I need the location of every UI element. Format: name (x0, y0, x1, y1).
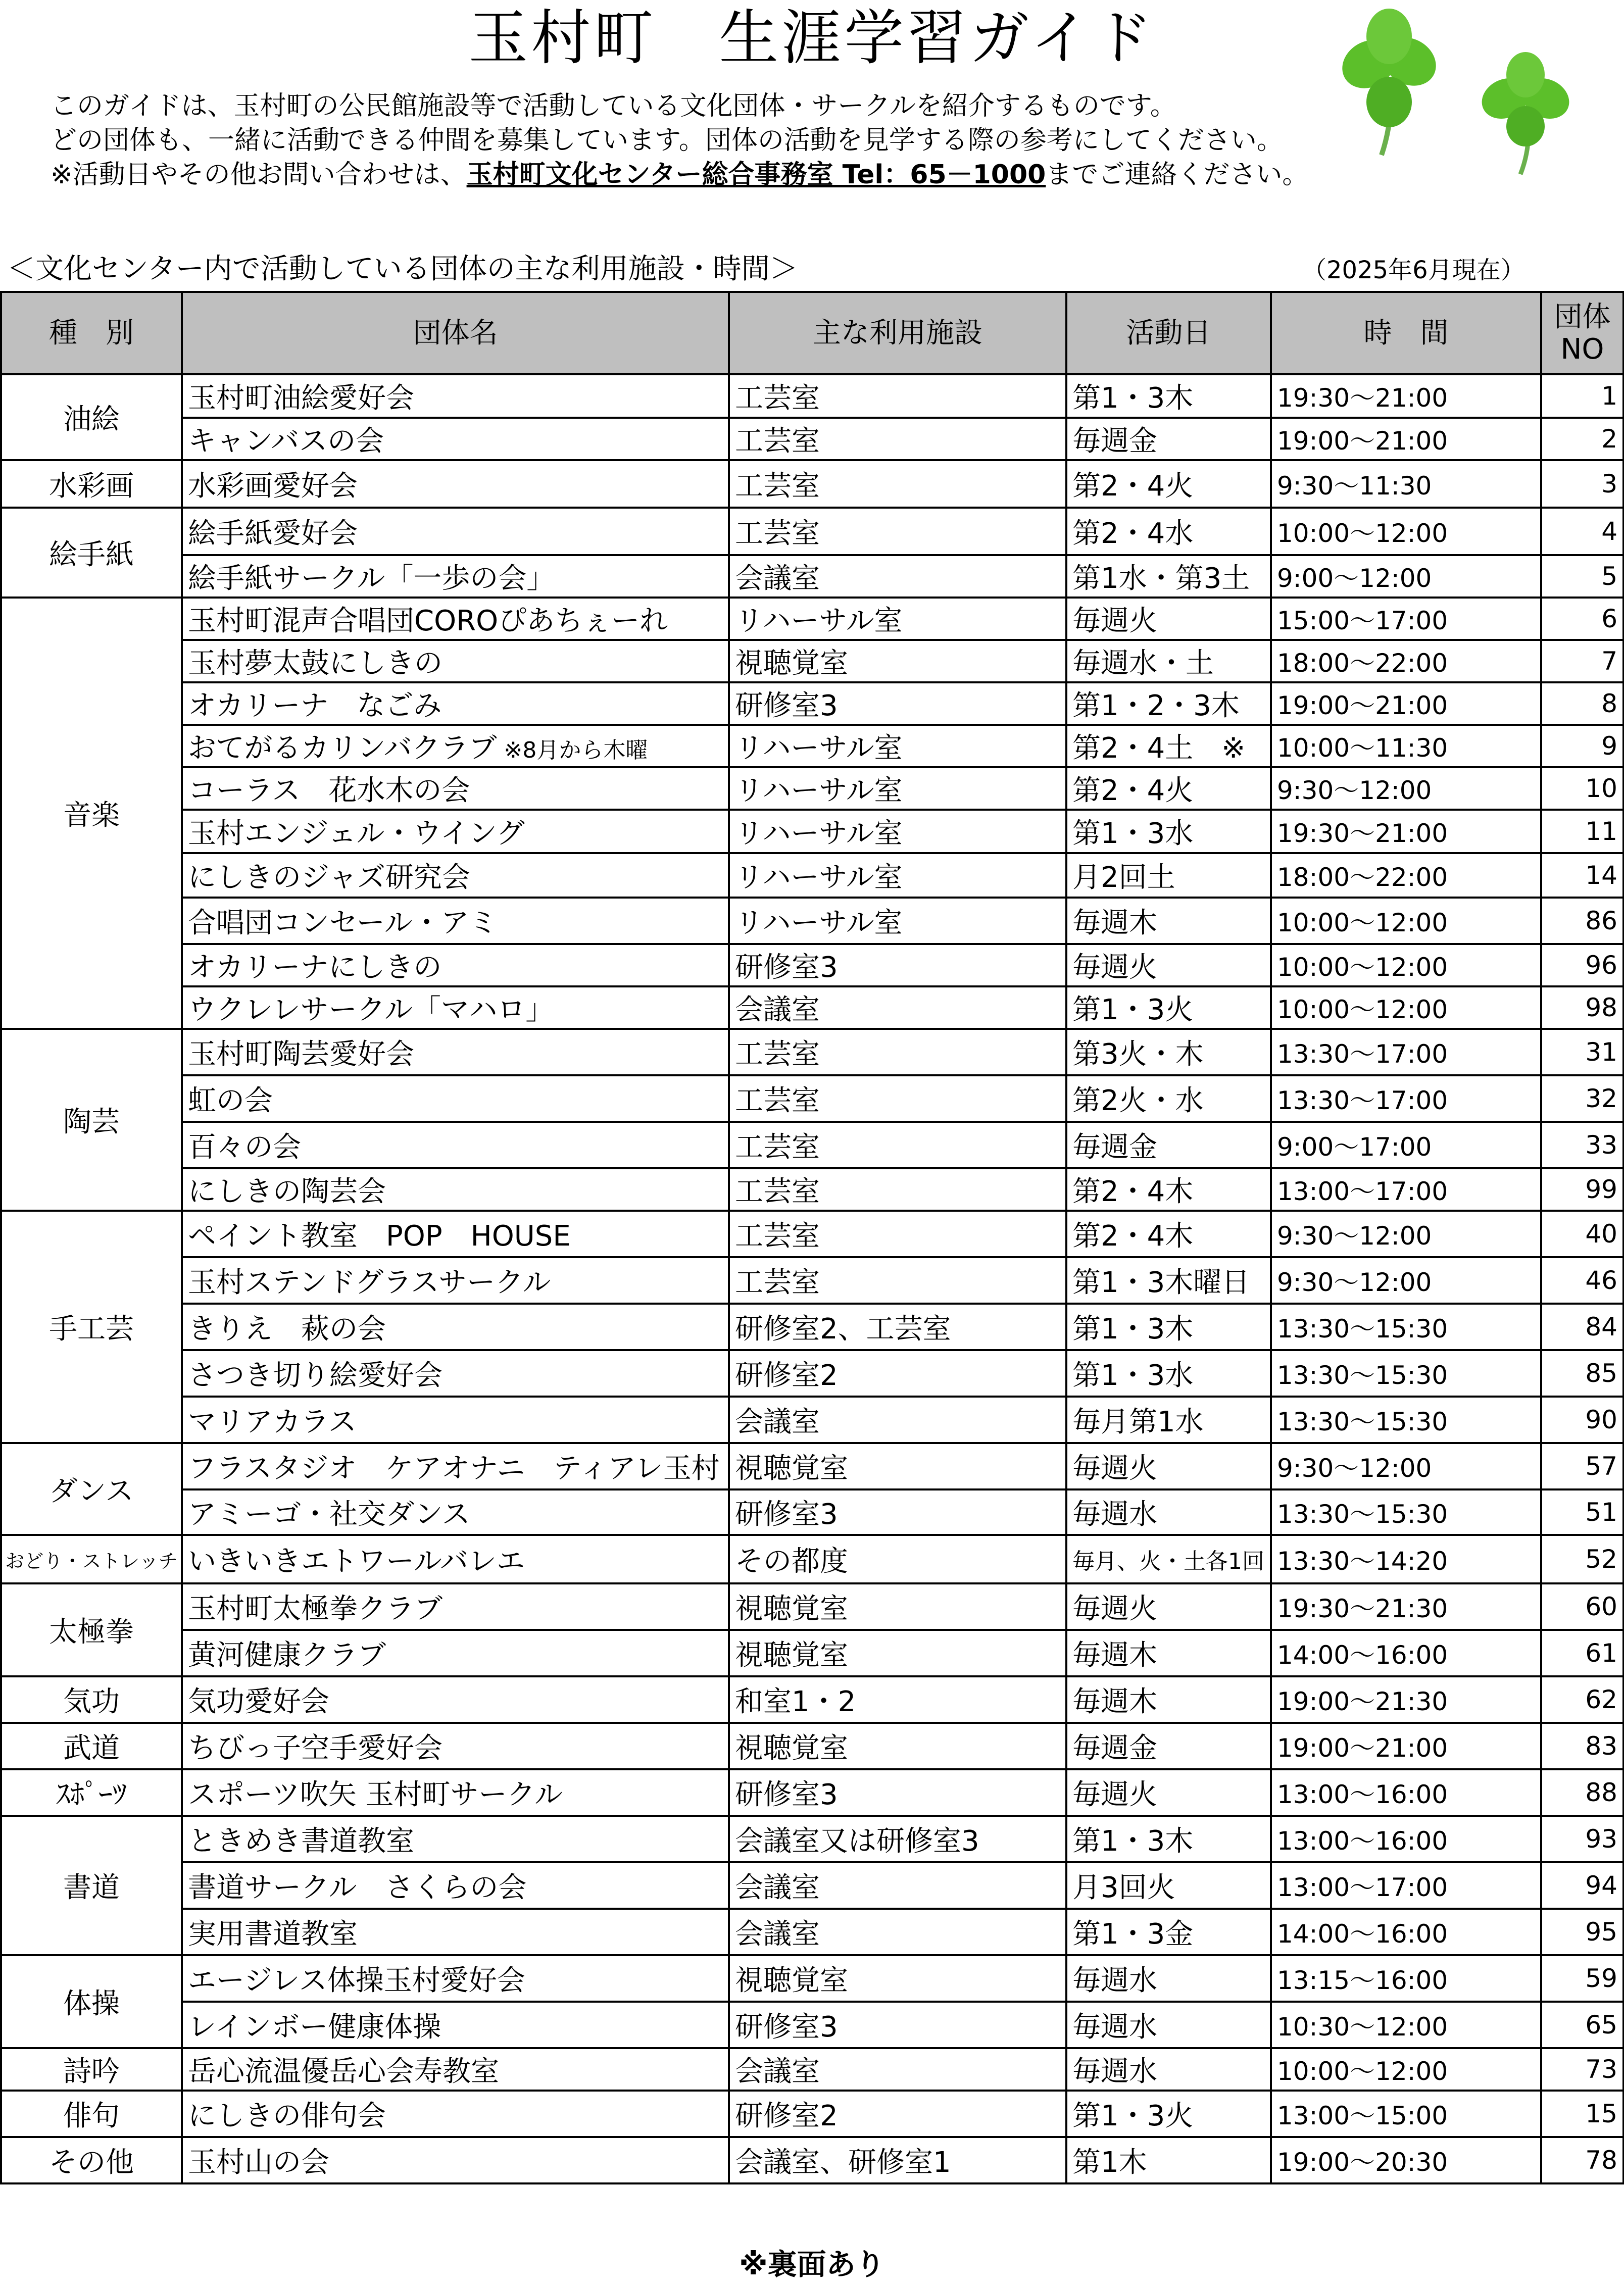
group-cell: レインボー健康体操 (182, 2002, 729, 2048)
facility-cell: リハーサル室 (729, 898, 1066, 944)
group-note: ※8月から木曜 (504, 737, 648, 763)
group-cell: 絵手紙愛好会 (182, 508, 729, 555)
day-cell: 毎週金 (1066, 1723, 1271, 1769)
table-row (1, 1211, 1623, 1257)
time-cell: 19:30～21:30 (1271, 1583, 1541, 1630)
facility-cell: 研修室3 (729, 682, 1066, 725)
day-cell: 月2回土 (1066, 853, 1271, 898)
group-cell: 気功愛好会 (182, 1676, 729, 1723)
no-cell: 83 (1541, 1723, 1623, 1769)
category-cell: 絵手紙 (1, 508, 182, 598)
group-cell: マリアカラス (182, 1397, 729, 1443)
time-cell: 10:00～12:00 (1271, 986, 1541, 1029)
group-cell: 百々の会 (182, 1122, 729, 1168)
category-cell: 水彩画 (1, 460, 182, 508)
time-cell: 13:00～16:00 (1271, 1769, 1541, 1816)
group-cell: キャンバスの会 (182, 418, 729, 460)
group-cell: 虹の会 (182, 1075, 729, 1122)
time-cell: 13:30～15:30 (1271, 1397, 1541, 1443)
category-cell: 武道 (1, 1723, 182, 1769)
day-cell: 毎週火 (1066, 944, 1271, 986)
no-cell: 3 (1541, 460, 1623, 508)
day-cell: 第3火・木 (1066, 1029, 1271, 1075)
intro-line-3-suffix: までご連絡ください。 (1046, 160, 1309, 190)
table-row (1, 1489, 1623, 1535)
table-row (1, 1769, 1623, 1816)
day-cell: 毎月、火・土各1回 (1066, 1535, 1271, 1583)
header-no (1541, 292, 1623, 374)
facility-cell: 会議室 (729, 1862, 1066, 1909)
category-cell: ｽﾎﾟｰﾂ (1, 1769, 182, 1816)
day-cell: 毎週金 (1066, 1122, 1271, 1168)
no-cell: 9 (1541, 725, 1623, 767)
facility-cell: 工芸室 (729, 508, 1066, 555)
group-cell: 玉村エンジェル・ウイング (182, 810, 729, 853)
facility-cell: 研修室3 (729, 2002, 1066, 2048)
no-cell: 98 (1541, 986, 1623, 1029)
time-cell: 14:00～16:00 (1271, 1909, 1541, 1955)
facility-cell: 視聴覚室 (729, 1723, 1066, 1769)
time-cell: 14:00～16:00 (1271, 1630, 1541, 1676)
group-cell: コーラス 花水木の会 (182, 767, 729, 810)
no-cell: 96 (1541, 944, 1623, 986)
category-cell: 手工芸 (1, 1211, 182, 1443)
no-cell: 65 (1541, 2002, 1623, 2048)
intro-line-3 (51, 158, 1515, 192)
group-cell: きりえ 萩の会 (182, 1304, 729, 1350)
category-cell: 詩吟 (1, 2048, 182, 2091)
table-row (1, 986, 1623, 1029)
group-cell: 岳心流温優岳心会寿教室 (182, 2048, 729, 2091)
group-cell: 玉村町太極拳クラブ (182, 1583, 729, 1630)
time-cell: 10:00～12:00 (1271, 944, 1541, 986)
no-cell: 4 (1541, 508, 1623, 555)
no-cell: 99 (1541, 1168, 1623, 1211)
table-row (1, 1257, 1623, 1304)
time-cell: 19:00～21:00 (1271, 682, 1541, 725)
table-row (1, 1583, 1623, 1630)
no-cell: 88 (1541, 1769, 1623, 1816)
time-cell: 19:30～21:00 (1271, 810, 1541, 853)
header-no-line1: 団体 (1554, 300, 1611, 333)
group-cell: いきいきエトワールバレエ (182, 1535, 729, 1583)
time-cell: 19:00～21:30 (1271, 1676, 1541, 1723)
day-cell: 月3回火 (1066, 1862, 1271, 1909)
time-cell: 19:00～20:30 (1271, 2137, 1541, 2183)
group-cell: ちびっ子空手愛好会 (182, 1723, 729, 1769)
time-cell: 9:30～11:30 (1271, 460, 1541, 508)
day-cell: 毎週火 (1066, 1443, 1271, 1489)
time-cell: 19:00～21:00 (1271, 418, 1541, 460)
category-cell: 太極拳 (1, 1583, 182, 1676)
no-cell: 11 (1541, 810, 1623, 853)
no-cell: 93 (1541, 1816, 1623, 1862)
group-cell: にしきの俳句会 (182, 2091, 729, 2137)
group-cell: 玉村山の会 (182, 2137, 729, 2183)
facility-cell: 視聴覚室 (729, 640, 1066, 682)
intro-line-3-prefix: ※活動日やその他お問い合わせは、 (51, 160, 467, 190)
table-row (1, 640, 1623, 682)
table-row (1, 898, 1623, 944)
day-cell: 毎月第1水 (1066, 1397, 1271, 1443)
no-cell: 32 (1541, 1075, 1623, 1122)
time-cell: 15:00～17:00 (1271, 598, 1541, 640)
day-cell: 第1・3火 (1066, 2091, 1271, 2137)
facility-cell: 視聴覚室 (729, 1955, 1066, 2002)
group-cell: エージレス体操玉村愛好会 (182, 1955, 729, 2002)
time-cell: 18:00～22:00 (1271, 640, 1541, 682)
intro-line-1: このガイドは、玉村町の公民館施設等で活動している文化団体・サークルを紹介するものです。 (51, 91, 1176, 121)
facility-cell: 研修室2、工芸室 (729, 1304, 1066, 1350)
table-row (1, 1443, 1623, 1489)
day-cell: 毎週水 (1066, 1955, 1271, 2002)
category-cell: おどり・ストレッチ (1, 1535, 182, 1583)
table-row (1, 1304, 1623, 1350)
day-cell: 毎週木 (1066, 1676, 1271, 1723)
table-row (1, 1168, 1623, 1211)
facility-cell: リハーサル室 (729, 853, 1066, 898)
time-cell: 9:30～12:00 (1271, 767, 1541, 810)
facility-cell: 会議室 (729, 1397, 1066, 1443)
group-cell (182, 725, 729, 767)
day-cell: 第1・3木曜日 (1066, 1257, 1271, 1304)
table-row (1, 1075, 1623, 1122)
table-row (1, 1862, 1623, 1909)
table-row (1, 1909, 1623, 1955)
no-cell: 90 (1541, 1397, 1623, 1443)
footer-note: ※裏面あり (739, 2247, 885, 2281)
day-cell: 第2・4木 (1066, 1211, 1271, 1257)
no-cell: 52 (1541, 1535, 1623, 1583)
group-cell: 玉村夢太鼓にしきの (182, 640, 729, 682)
no-cell: 1 (1541, 374, 1623, 418)
day-cell: 毎週水 (1066, 2002, 1271, 2048)
time-cell: 9:30～12:00 (1271, 1211, 1541, 1257)
category-cell: 油絵 (1, 374, 182, 460)
table-row (1, 810, 1623, 853)
table-row (1, 374, 1623, 418)
day-cell: 第1・3火 (1066, 986, 1271, 1029)
table-row (1, 2137, 1623, 2183)
group-cell: アミーゴ・社交ダンス (182, 1489, 729, 1535)
time-cell: 13:00～17:00 (1271, 1862, 1541, 1909)
time-cell: 10:00～12:00 (1271, 508, 1541, 555)
table-row (1, 555, 1623, 598)
facility-cell: 視聴覚室 (729, 1583, 1066, 1630)
no-cell: 15 (1541, 2091, 1623, 2137)
time-cell: 9:30～12:00 (1271, 1257, 1541, 1304)
no-cell: 94 (1541, 1862, 1623, 1909)
time-cell: 10:00～12:00 (1271, 898, 1541, 944)
no-cell: 14 (1541, 853, 1623, 898)
day-cell: 第1・3金 (1066, 1909, 1271, 1955)
facility-cell: リハーサル室 (729, 598, 1066, 640)
table-row (1, 853, 1623, 898)
day-cell: 毎週火 (1066, 1583, 1271, 1630)
time-cell: 13:00～15:00 (1271, 2091, 1541, 2137)
day-cell: 第2・4木 (1066, 1168, 1271, 1211)
time-cell: 13:30～15:30 (1271, 1489, 1541, 1535)
table-row (1, 944, 1623, 986)
time-cell: 18:00～22:00 (1271, 853, 1541, 898)
time-cell: 9:00～17:00 (1271, 1122, 1541, 1168)
facility-cell: 会議室 (729, 986, 1066, 1029)
facility-cell: 研修室3 (729, 1489, 1066, 1535)
table-row (1, 1397, 1623, 1443)
no-cell: 10 (1541, 767, 1623, 810)
group-cell: 絵手紙サークル「一歩の会」 (182, 555, 729, 598)
table-row (1, 460, 1623, 508)
day-cell: 毎週火 (1066, 1769, 1271, 1816)
no-cell: 73 (1541, 2048, 1623, 2091)
facility-cell: 工芸室 (729, 1257, 1066, 1304)
day-cell: 第2・4火 (1066, 767, 1271, 810)
table-row (1, 1029, 1623, 1075)
no-cell: 51 (1541, 1489, 1623, 1535)
no-cell: 6 (1541, 598, 1623, 640)
group-name: おてがるカリンバクラブ (188, 732, 497, 765)
no-cell: 84 (1541, 1304, 1623, 1350)
group-cell: にしきのジャズ研究会 (182, 853, 729, 898)
group-cell: 玉村ステンドグラスサークル (182, 1257, 729, 1304)
day-cell: 毎週金 (1066, 418, 1271, 460)
intro-line-2: どの団体も、一緒に活動できる仲間を募集しています。団体の活動を見学する際の参考にしてください。 (51, 125, 1283, 156)
day-cell: 第1・3木 (1066, 1816, 1271, 1862)
facility-cell: 会議室 (729, 2048, 1066, 2091)
day-cell: 毎週水・土 (1066, 640, 1271, 682)
facility-cell: 工芸室 (729, 460, 1066, 508)
no-cell: 86 (1541, 898, 1623, 944)
table-row (1, 598, 1623, 640)
table-row (1, 1723, 1623, 1769)
header-day: 活動日 (1066, 292, 1271, 374)
header-category: 種 別 (1, 292, 182, 374)
category-cell: 陶芸 (1, 1029, 182, 1211)
no-cell: 40 (1541, 1211, 1623, 1257)
table-header-row (1, 292, 1623, 374)
day-cell: 第1水・第3土 (1066, 555, 1271, 598)
category-cell: 体操 (1, 1955, 182, 2048)
group-cell: オカリーナ なごみ (182, 682, 729, 725)
group-cell: 水彩画愛好会 (182, 460, 729, 508)
day-cell: 毎週木 (1066, 898, 1271, 944)
category-cell: 俳句 (1, 2091, 182, 2137)
group-cell: スポーツ吹矢 玉村町サークル (182, 1769, 729, 1816)
facility-cell: リハーサル室 (729, 810, 1066, 853)
table-row (1, 2091, 1623, 2137)
facility-cell: 工芸室 (729, 1211, 1066, 1257)
group-cell: 玉村町陶芸愛好会 (182, 1029, 729, 1075)
table-row (1, 1122, 1623, 1168)
facility-cell: 研修室3 (729, 944, 1066, 986)
group-cell: オカリーナにしきの (182, 944, 729, 986)
no-cell: 46 (1541, 1257, 1623, 1304)
no-cell: 33 (1541, 1122, 1623, 1168)
group-cell: フラスタジオ ケアオナニ ティアレ玉村 (182, 1443, 729, 1489)
time-cell: 13:00～16:00 (1271, 1816, 1541, 1862)
page-title: 玉村町 生涯学習ガイド (468, 3, 1156, 73)
time-cell: 10:00～11:30 (1271, 725, 1541, 767)
no-cell: 8 (1541, 682, 1623, 725)
category-cell: 音楽 (1, 598, 182, 1029)
facility-cell: 視聴覚室 (729, 1443, 1066, 1489)
facility-cell: リハーサル室 (729, 767, 1066, 810)
day-cell: 第1・3水 (1066, 810, 1271, 853)
time-cell: 13:30～17:00 (1271, 1075, 1541, 1122)
time-cell: 13:30～14:20 (1271, 1535, 1541, 1583)
no-cell: 60 (1541, 1583, 1623, 1630)
table-row (1, 1676, 1623, 1723)
group-cell: 書道サークル さくらの会 (182, 1862, 729, 1909)
facility-cell: 視聴覚室 (729, 1630, 1066, 1676)
facility-cell: 工芸室 (729, 1168, 1066, 1211)
facility-cell: 研修室2 (729, 1350, 1066, 1397)
facility-cell: リハーサル室 (729, 725, 1066, 767)
no-cell: 62 (1541, 1676, 1623, 1723)
header-facility: 主な利用施設 (729, 292, 1066, 374)
table-row (1, 682, 1623, 725)
time-cell: 19:30～21:00 (1271, 374, 1541, 418)
group-cell: ときめき書道教室 (182, 1816, 729, 1862)
table-row (1, 418, 1623, 460)
time-cell: 13:00～17:00 (1271, 1168, 1541, 1211)
no-cell: 95 (1541, 1909, 1623, 1955)
table-row (1, 1955, 1623, 2002)
day-cell: 第2・4土 ※ (1066, 725, 1271, 767)
facility-cell: 工芸室 (729, 1075, 1066, 1122)
no-cell: 31 (1541, 1029, 1623, 1075)
group-cell: 黄河健康クラブ (182, 1630, 729, 1676)
header-no-line2: NO (1560, 332, 1604, 366)
no-cell: 57 (1541, 1443, 1623, 1489)
facility-cell: 工芸室 (729, 1029, 1066, 1075)
facility-cell: 研修室2 (729, 2091, 1066, 2137)
group-cell: ペイント教室 POP HOUSE (182, 1211, 729, 1257)
group-cell: 玉村町混声合唱団COROぴあちぇーれ (182, 598, 729, 640)
no-cell: 59 (1541, 1955, 1623, 2002)
group-cell: ウクレレサークル「マハロ」 (182, 986, 729, 1029)
group-cell: 玉村町油絵愛好会 (182, 374, 729, 418)
day-cell: 毎週木 (1066, 1630, 1271, 1676)
time-cell: 19:00～21:00 (1271, 1723, 1541, 1769)
table-row (1, 2002, 1623, 2048)
contact-info: 玉村町文化センター総合事務室 Tel：65－1000 (466, 160, 1046, 190)
table-row (1, 725, 1623, 767)
facility-cell: 工芸室 (729, 1122, 1066, 1168)
day-cell: 第1・2・3木 (1066, 682, 1271, 725)
time-cell: 10:00～12:00 (1271, 2048, 1541, 2091)
table-row (1, 1816, 1623, 1862)
day-cell: 第1・3水 (1066, 1350, 1271, 1397)
day-cell: 第1木 (1066, 2137, 1271, 2183)
no-cell: 61 (1541, 1630, 1623, 1676)
header-group: 団体名 (182, 292, 729, 374)
as-of-date: （2025年6月現在） (1302, 256, 1525, 284)
category-cell: ダンス (1, 1443, 182, 1535)
table-row (1, 1350, 1623, 1397)
day-cell: 第1・3木 (1066, 1304, 1271, 1350)
category-cell: その他 (1, 2137, 182, 2183)
facility-cell: 会議室又は研修室3 (729, 1816, 1066, 1862)
facility-cell: 会議室 (729, 555, 1066, 598)
facility-cell: その都度 (729, 1535, 1066, 1583)
table-row (1, 767, 1623, 810)
day-cell: 毎週火 (1066, 598, 1271, 640)
table-row (1, 1630, 1623, 1676)
day-cell: 第2・4火 (1066, 460, 1271, 508)
facility-cell: 研修室3 (729, 1769, 1066, 1816)
facility-cell: 工芸室 (729, 374, 1066, 418)
day-cell: 第1・3木 (1066, 374, 1271, 418)
no-cell: 5 (1541, 555, 1623, 598)
day-cell: 第2火・水 (1066, 1075, 1271, 1122)
no-cell: 85 (1541, 1350, 1623, 1397)
group-cell: にしきの陶芸会 (182, 1168, 729, 1211)
day-cell: 毎週水 (1066, 2048, 1271, 2091)
table-row (1, 1535, 1623, 1583)
group-cell: さつき切り絵愛好会 (182, 1350, 729, 1397)
group-cell: 合唱団コンセール・アミ (182, 898, 729, 944)
groups-table (0, 291, 1624, 2184)
facility-cell: 和室1・2 (729, 1676, 1066, 1723)
time-cell: 9:00～12:00 (1271, 555, 1541, 598)
time-cell: 13:15～16:00 (1271, 1955, 1541, 2002)
time-cell: 10:30～12:00 (1271, 2002, 1541, 2048)
table-caption: ＜文化センター内で活動している団体の主な利用施設・時間＞ (7, 253, 798, 285)
facility-cell: 会議室、研修室1 (729, 2137, 1066, 2183)
table-row (1, 508, 1623, 555)
time-cell: 13:30～15:30 (1271, 1304, 1541, 1350)
no-cell: 7 (1541, 640, 1623, 682)
facility-cell: 会議室 (729, 1909, 1066, 1955)
table-body (1, 374, 1623, 2183)
day-cell: 毎週水 (1066, 1489, 1271, 1535)
no-cell: 78 (1541, 2137, 1623, 2183)
category-cell: 書道 (1, 1816, 182, 1955)
table-row (1, 2048, 1623, 2091)
day-cell: 第2・4水 (1066, 508, 1271, 555)
time-cell: 9:30～12:00 (1271, 1443, 1541, 1489)
facility-cell: 工芸室 (729, 418, 1066, 460)
time-cell: 13:30～15:30 (1271, 1350, 1541, 1397)
no-cell: 2 (1541, 418, 1623, 460)
header-time: 時 間 (1271, 292, 1541, 374)
category-cell: 気功 (1, 1676, 182, 1723)
time-cell: 13:30～17:00 (1271, 1029, 1541, 1075)
group-cell: 実用書道教室 (182, 1909, 729, 1955)
intro-text (51, 89, 1515, 192)
